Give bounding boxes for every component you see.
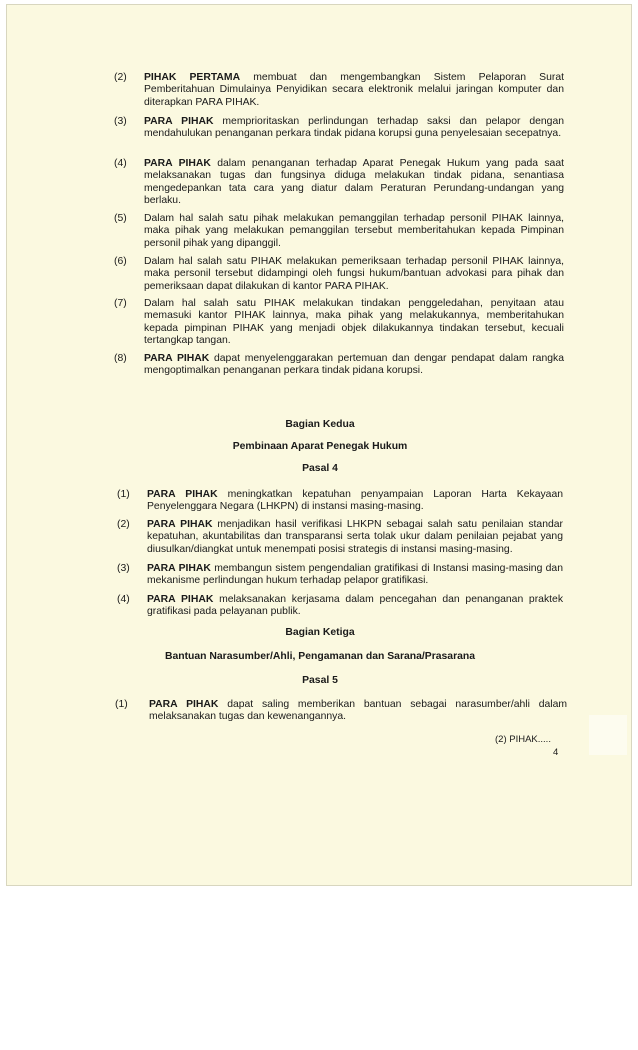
item-text: memprioritaskan perlindungan terhadap saksi dan pelapor dengan mendahulukan penanganan perkara tindak pidana korupsi guna penyelesaian secepatnya. bbox=[144, 116, 564, 140]
item-number: (3) bbox=[114, 116, 127, 127]
item-number: (4) bbox=[114, 158, 127, 169]
item-subject: PARA PIHAK bbox=[147, 563, 211, 574]
section-title: Pembinaan Aparat Penegak Hukum bbox=[232, 441, 408, 452]
list-item bbox=[116, 158, 564, 207]
item-text: menjadikan hasil verifikasi LHKPN sebagai salah satu penilaian standar kepatuhan, akuntabilitas dan transparansi serta tolak ukur dalam penilaian pejabat yang diusulkan/diangkat untuk menempati posisi strategis di instansi masing-masing. bbox=[147, 519, 563, 555]
list-item bbox=[119, 489, 563, 514]
item-text: melaksanakan kerjasama dalam pencegahan dan penanganan praktek gratifikasi pada pelayanan publik. bbox=[147, 594, 564, 618]
continuation-text: (2) PIHAK..... bbox=[495, 734, 551, 745]
list-item bbox=[116, 353, 564, 378]
item-number: (2) bbox=[117, 519, 130, 530]
pasal-heading: Pasal 4 bbox=[302, 463, 338, 474]
item-subject: PARA PIHAK bbox=[144, 158, 211, 169]
item-number: (1) bbox=[117, 489, 130, 500]
item-number: (2) bbox=[114, 72, 127, 83]
item-text: meningkatkan kepatuhan penyampaian Laporan Harta Kekayaan Penyelenggara Negara (LHKPN) di instansi masing-masing. bbox=[147, 489, 564, 513]
item-subject: PIHAK PERTAMA bbox=[144, 72, 241, 83]
item-text: membangun sistem pengendalian gratifikasi di Instansi masing-masing dan mekanisme perlindungan hukum terhadap pelapor gratifikasi. bbox=[147, 563, 563, 587]
page-number: 4 bbox=[553, 747, 559, 758]
item-subject: PARA PIHAK bbox=[149, 699, 219, 710]
list-item bbox=[116, 213, 564, 250]
scan-artifact bbox=[589, 715, 627, 755]
list-item bbox=[116, 116, 564, 141]
item-number: (5) bbox=[114, 213, 127, 224]
list-item bbox=[116, 72, 564, 109]
list-item bbox=[119, 594, 563, 619]
item-subject: PARA PIHAK bbox=[147, 519, 213, 530]
item-number: (8) bbox=[114, 353, 127, 364]
item-text: membuat dan mengembangkan Sistem Pelaporan Surat Pemberitahuan Dimulainya Penyidikan secara elektronik melalui jaringan komputer dan diterapkan PARA PIHAK. bbox=[144, 72, 564, 108]
section-title: Bantuan Narasumber/Ahli, Pengamanan dan Sarana/Prasarana bbox=[164, 651, 476, 662]
item-text: Dalam hal salah satu PIHAK melakukan tindakan penggeledahan, penyitaan atau memasuki kantor PIHAK lainnya, maka pihak yang melakukannya, memberitahukan kepada pimpinan PIHAK yang menjadi objek dilakukannya tindakan tersebut, kecuali tertangkap tangan. bbox=[144, 298, 564, 346]
list-item bbox=[116, 256, 564, 293]
list-item bbox=[119, 519, 563, 556]
item-number: (4) bbox=[117, 594, 130, 605]
document-page bbox=[6, 4, 632, 886]
item-number: (1) bbox=[115, 699, 128, 710]
item-text: dalam penanganan terhadap Aparat Penegak Hukum yang pada saat melaksanakan tugas dan fungsinya diduga melakukan tindak pidana, senantiasa mengedepankan tata cara yang diatur dalam Peraturan Perundang-undangan yang berlaku. bbox=[144, 158, 564, 206]
item-number: (6) bbox=[114, 256, 127, 267]
item-number: (7) bbox=[114, 298, 127, 309]
item-text: dapat menyelenggarakan pertemuan dan dengar pendapat dalam rangka mengoptimalkan penanganan perkara tindak pidana korupsi. bbox=[144, 353, 564, 377]
list-item bbox=[117, 699, 567, 724]
item-number: (3) bbox=[117, 563, 130, 574]
pasal-heading: Pasal 5 bbox=[302, 675, 338, 686]
item-text: Dalam hal salah satu pihak melakukan pemanggilan terhadap personil PIHAK lainnya, maka pihak yang melakukan pemanggilan tersebut memberitahukan kepada Pimpinan personil pihak yang dipanggil. bbox=[144, 213, 564, 249]
section-heading: Bagian Kedua bbox=[285, 419, 355, 430]
item-text: Dalam hal salah satu PIHAK melakukan pemeriksaan terhadap personil PIHAK lainnya, maka personil tersebut didampingi oleh fungsi hukum/bantuan advokasi para pihak dan pemeriksaan dapat dilakukan di kantor PARA PIHAK. bbox=[144, 256, 564, 292]
item-text: dapat saling memberikan bantuan sebagai narasumber/ahli dalam melaksanakan tugas dan kewenangannya. bbox=[149, 699, 567, 723]
item-subject: PARA PIHAK bbox=[144, 116, 214, 127]
item-subject: PARA PIHAK bbox=[144, 353, 210, 364]
list-item bbox=[119, 563, 563, 588]
section-heading: Bagian Ketiga bbox=[285, 627, 355, 638]
item-subject: PARA PIHAK bbox=[147, 489, 218, 500]
list-item bbox=[116, 298, 564, 347]
item-subject: PARA PIHAK bbox=[147, 594, 214, 605]
